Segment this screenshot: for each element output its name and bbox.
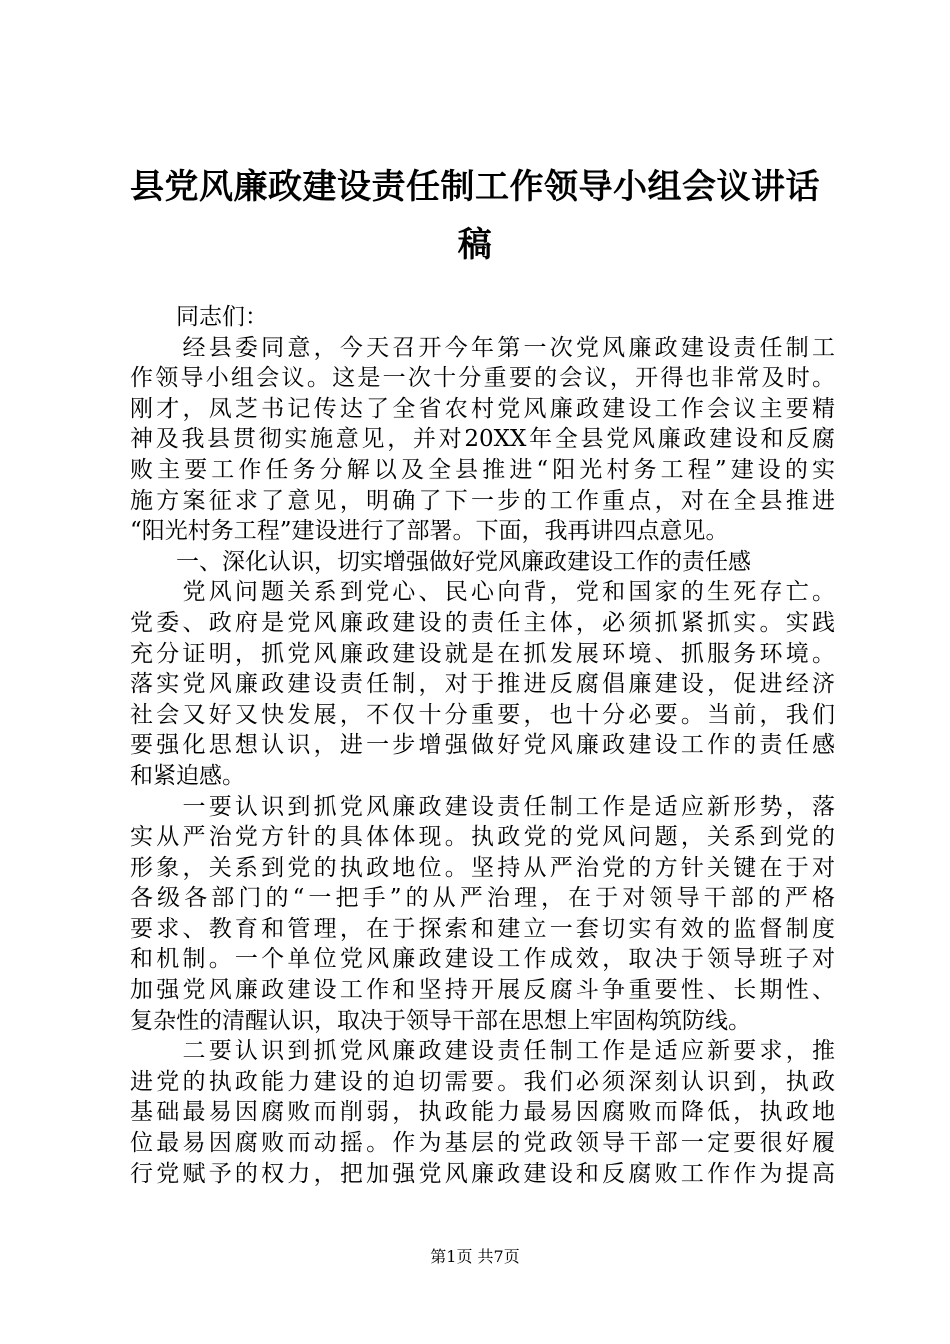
text-line: 形象，关系到党的执政地位。坚持从严治党的方针关键在于对 [130,854,835,881]
text-line: 和机制。一个单位党风廉政建设工作成效，取决于领导班子对 [130,946,835,973]
text-line: 刚才，凤芝书记传达了全省农村党风廉政建设工作会议主要精 [130,395,835,422]
text-line: 二要认识到抓党风廉政建设责任制工作是适应新要求，推 [130,1038,835,1065]
text-line: 一要认识到抓党风廉政建设责任制工作是适应新形势，落 [130,793,835,820]
text-line: 同志们： [130,304,268,330]
title-line-1: 县党风廉政建设责任制工作领导小组会议讲话 [130,167,820,207]
text-line: 施方案征求了意见，明确了下一步的工作重点，对在全县推进 [130,487,835,514]
text-line: 进党的执政能力建设的迫切需要。我们必须深刻认识到，执政 [130,1068,835,1095]
text-line: 败主要工作任务分解以及全县推进“阳光村务工程”建设的实 [130,456,835,483]
text-line: 党委、政府是党风廉政建设的责任主体，必须抓紧抓实。实践 [130,609,835,636]
text-line: 要强化思想认识，进一步增强做好党风廉政建设工作的责任感 [130,732,835,759]
text-line: 各级各部门的“一把手”的从严治理，在于对领导干部的严格 [130,885,835,912]
text-line: 一、深化认识，切实增强做好党风廉政建设工作的责任感 [130,548,751,575]
text-line: 落实党风廉政建设责任制，对于推进反腐倡廉建设，促进经济 [130,671,835,698]
text-line: 社会又好又快发展，不仅十分重要，也十分必要。当前，我们 [130,701,835,728]
text-line: 神及我县贯彻实施意见，并对20XX年全县党风廉政建设和反腐 [130,426,835,453]
text-line: 和紧迫感。 [130,762,245,789]
text-line: 加强党风廉政建设工作和坚持开展反腐斗争重要性、长期性、 [130,977,835,1004]
text-line: 行党赋予的权力，把加强党风廉政建设和反腐败工作作为提高 [130,1160,835,1187]
page-footer: 第1页 共7页 [430,1247,520,1266]
text-line: 位最易因腐败而动摇。作为基层的党政领导干部一定要很好履 [130,1130,835,1157]
text-line: 基础最易因腐败而削弱，执政能力最易因腐败而降低，执政地 [130,1099,835,1126]
document-body [130,302,835,1189]
text-line: 要求、教育和管理，在于探索和建立一套切实有效的监督制度 [130,915,835,942]
text-line: 复杂性的清醒认识，取决于领导干部在思想上牢固构筑防线。 [130,1007,751,1034]
text-line: 充分证明，抓党风廉政建设就是在抓发展环境、抓服务环境。 [130,640,835,667]
text-line: 实从严治党方针的具体体现。执政党的党风问题，关系到党的 [130,824,835,851]
text-line: 作领导小组会议。这是一次十分重要的会议，开得也非常及时。 [130,365,835,392]
text-line: 经县委同意，今天召开今年第一次党风廉政建设责任制工 [130,334,835,361]
text-line: 党风问题关系到党心、民心向背，党和国家的生死存亡。 [130,579,835,606]
document-title [100,158,850,274]
text-line: “阳光村务工程”建设进行了部署。下面，我再讲四点意见。 [130,518,729,545]
title-line-2: 稿 [457,225,493,265]
